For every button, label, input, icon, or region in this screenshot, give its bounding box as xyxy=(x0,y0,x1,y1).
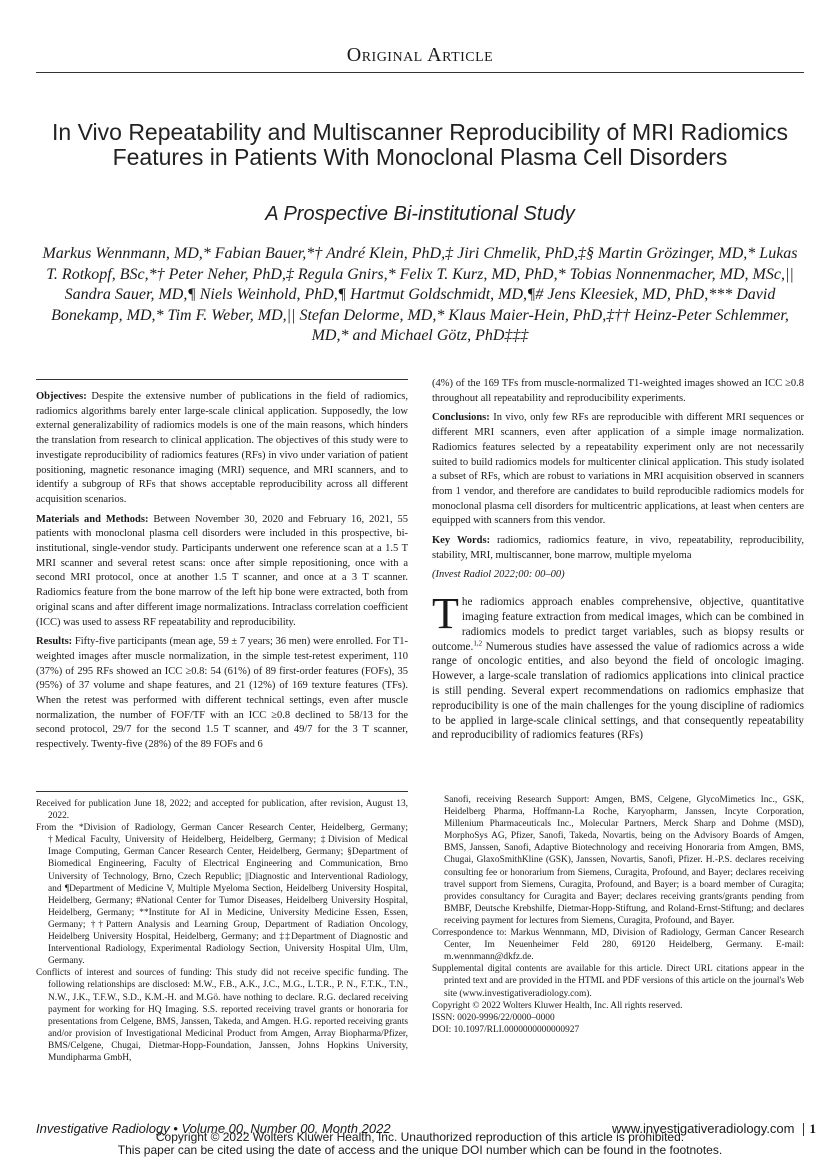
keywords-text: radiomics, radiomics feature, in vivo, repeatability, reproducibility, stability, MRI, multiscanner, bone marrow, multiple myeloma xyxy=(432,535,804,561)
issn-note: ISSN: 0020-9996/22/0000–0000 xyxy=(432,1012,555,1023)
correspondence-text: Correspondence to: Markus Wennmann, MD, Division of Radiology, German Cancer Research Center, Im Neuenheimer Feld 280, 69120 Heidelberg, Germany. E-mail: m.wennmann@dkfz.de. xyxy=(432,928,804,963)
keywords xyxy=(432,534,804,563)
notice-line-1: Copyright © 2022 Wolters Kluwer Health, Inc. Unauthorized reproduction of this article is prohibited. xyxy=(155,1130,685,1144)
supplemental-note: Supplemental digital contents are available for this article. Direct URL citations appear in the printed text and are provided in the HTML and PDF versions of this article on the journal's Web site (www.investigativeradiology.com). xyxy=(432,964,804,999)
abstract-results xyxy=(36,635,408,753)
footnotes-left xyxy=(36,798,408,1064)
doi-note: DOI: 10.1097/RLI.0000000000000927 xyxy=(432,1024,580,1035)
methods-label: Materials and Methods: xyxy=(36,513,149,525)
abstract-right-column xyxy=(432,377,804,743)
abstract-left-column xyxy=(36,390,408,758)
results-label: Results: xyxy=(36,636,73,648)
conflicts-note: Conflicts of interest and sources of funding: This study did not receive specific funding. The following relationships are disclosed: M.W., F.B., A.K., J.C., M.G., L.T.R., P. N., F.T.K., T.N., N.W., J.K., T.F.W., S.D., K.M.-H. and M.Gö. have nothing to declare. R.G. declared receiving payment for working for HQ Imaging. S.S. reported receiving travel grants or honoraria for presentations from Celgene, BMS, Janssen, Takeda, and Amgen. H.G. reported receiving grants and/or provision of Investigational Medicinal Product from Amgen, Array Biopharma/Pfizer, BMS/Celgene, Chugai, Dietmar-Hopp-Foundation, Janssen, Johns Hopkins University, Mundipharma GmbH, xyxy=(36,968,408,1063)
author-list: Markus Wennmann, MD,* Fabian Bauer,*† André Klein, PhD,‡ Jiri Chmelik, PhD,‡§ Martin Grözinger, MD,* Lukas T. Rotkopf, BSc,*† Peter Neher, PhD,‡ Regula Gnirs,* Felix T. Kurz, MD, PhD,* Tobias Nonnenmacher, MD, MSc,|| Sandra Sauer, MD,¶ Niels Weinhold, PhD,¶ Hartmut Goldschmidt, MD,¶# Jens Kleesiek, MD, PhD,*** David Bonekamp, MD,* Tim F. Weber, MD,|| Stefan Delorme, MD,* Klaus Maier-Hein, PhD,‡†† Heinz-Peter Schlemmer, MD,* and Michael Götz, PhD‡‡‡ xyxy=(42,245,798,344)
footnotes-right xyxy=(432,794,804,1036)
objectives-label: Objectives: xyxy=(36,391,87,402)
page-number: 1 xyxy=(809,1121,816,1136)
keywords-label: Key Words: xyxy=(432,535,491,547)
abstract-rule xyxy=(36,379,408,380)
abstract-results-continued: (4%) of the 169 TFs from muscle-normalized T1-weighted images showed an ICC ≥0.8 throughout all repeatability and reproducibility experiments. xyxy=(432,378,804,404)
conclusions-text: In vivo, only few RFs are reproducible with different MRI sequences or different MRI scanners, even after application of a simple image normalization. Radiomics features selected by a repeatability experiment only are not necessarily suited to build radiomics models for multicenter clinical application. This study isolated a subset of RFs, which are robust to variations in MRI acquisition observed in scanners from 1 vendor, and therefore are candidates to build reproducible radiomics models for monoclonal plasma cell disorders for multicentric applications, at least when centers are equipped with scanners from this vendor. xyxy=(432,412,804,527)
copyright-notice xyxy=(0,1131,840,1157)
paper-subtitle: A Prospective Bi-institutional Study xyxy=(265,203,575,225)
received-note: Received for publication June 18, 2022; and accepted for publication, after revision, August 13, 2022. xyxy=(36,799,408,822)
conclusions-label: Conclusions: xyxy=(432,412,490,424)
introduction-paragraph xyxy=(432,589,804,743)
conflicts-note-continued: Sanofi, receiving Research Support: Amgen, BMS, Celgene, GlycoMimetics Inc., GSK, Heidelberg Pharma, Hoffmann-La Roche, Karyopharm, Janssen, Incyte Corporation, Millenium Pharmaceuticals Inc., Molecular Partners, Merck Sharp and Dohme (MSD), MorphoSys AG, Pfizer, Sanofi, Takeda, Novartis, being on the Advisory Boards of Amgen, BMS, Janssen, Sanofi, Adaptive Biotechnology and receiving Honoraria from Amgen, BMS, Chugai, GlaxoSmithKline (GSK), Janssen, Novartis, Sanofi, Pfizer. H.-P.S. declares receiving consulting fee or honorarium from Siemens, Curagita, Profound, and Bayer; declares receiving travel support from Siemens, Curagita, Profound, and Bayer; is a board member of Curagita; provides consultancy for Curagita and Bayer; declares receiving grants/grants pending from BMBF, Deutsche Krebshilfe, Dietmar-Hopp-Stiftung, and Roland-Ernst-Stiftung; and declares receiving payment for lectures from Siemens, Curagita, Profound, and Bayer. xyxy=(444,795,804,926)
intro-text-continued: Numerous studies have assessed the value of radiomics across a wide range of oncologic entities, and also beyond the field of oncologic imaging. However, a large-scale translation of radiomics applications into clinical practice is still pending. Several expert recommendations on radiomics emphasize that reproducibility is one of the main challenges for the young discipline of radiomics to be applied in large-scale clinical settings, and that consequently repeatability and reproducibility of radiomics features (RFs) xyxy=(432,640,804,742)
affiliations-note: From the *Division of Radiology, German Cancer Research Center, Heidelberg, Germany; †Medical Faculty, University of Heidelberg, Heidelberg, Germany; ‡Division of Medical Image Computing, German Cancer Research Center, Heidelberg, Germany; §Department of Biomedical Engineering, Faculty of Electrical Engineering and Communication, Brno University of Technology, Brno, Czech Republic; ||Diagnostic and Interventional Radiology, and ¶Department of Medicine V, Multiple Myeloma Section, Heidelberg University Hospital, Heidelberg, Germany; #National Center for Tumor Diseases, Heidelberg University Hospital, Heidelberg, Germany; **Institute for AI in Medicine, University Medicine Essen, Essen, Germany; ††Pattern Analysis and Learning Group, Department of Radiation Oncology, Heidelberg University Hospital, Heidelberg, Germany; and ‡‡Department of Diagnostic and Interventional Radiology, Experimental Radiology Section, University Hospital Ulm, Ulm, Germany. xyxy=(36,823,408,967)
copyright-note: Copyright © 2022 Wolters Kluwer Health, Inc. All rights reserved. xyxy=(432,1000,683,1011)
drop-cap: T xyxy=(432,589,459,639)
citation: (Invest Radiol 2022;00: 00–00) xyxy=(432,569,565,581)
reference-superscript: 1,2 xyxy=(473,638,483,647)
notice-line-2: This paper can be cited using the date of access and the unique DOI number which can be found in the footnotes. xyxy=(117,1143,723,1157)
methods-text: Between November 30, 2020 and February 16, 2021, 55 patients with monoclonal plasma cell disorders were included in this prospective, bi-institutional, single-vendor study. Participants underwent one reference scan at a 1.5 T MRI scanner and several retest scans: once after simple repositioning, once with a second MRI protocol, once at another 1.5 T scanner, and once at a 3 T scanner. Radiomics feature from the bone marrow of the left hip bone were extracted, both from original scans and after different image normalizations. Intraclass correlation coefficient (ICC) was used to assess RF repeatability and reproducibility. xyxy=(36,513,408,628)
correspondence-note xyxy=(432,927,804,963)
intro-text: he radiomics approach enables comprehensive, objective, quantitative imaging feature extraction from medical images, which can be combined in radiomics models to predict target variables, such as biopsy results or outcome. xyxy=(432,596,804,653)
footer-url[interactable]: www.investigativeradiology.com xyxy=(611,1121,795,1136)
paper-title: In Vivo Repeatability and Multiscanner Reproducibility of MRI Radiomics Features in Patients With Monoclonal Plasma Cell Disorders xyxy=(52,119,788,170)
footnote-rule xyxy=(36,791,408,792)
section-label: Original Article xyxy=(346,44,494,66)
abstract-objectives xyxy=(36,390,408,508)
abstract-conclusions xyxy=(432,411,804,529)
abstract-methods xyxy=(36,513,408,631)
results-text: Fifty-five participants (mean age, 59 ± 7 years; 36 men) were enrolled. For T1-weighted images after muscle normalization, in the simple test-retest experiment, 110 (37%) of 295 RFs showed an ICC ≥0.8: 54 (61%) of 89 first-order features (FOFs), 35 (95%) of 37 volume and shape features, and 21 (12%) of 169 texture features (TFs). When the retest was performed with different technical settings, even after muscle normalization, the number of FOF/TF with an ICC ≥0.8 declined to 58/13 for the second protocol, 29/7 for the second 1.5 T scanner, and 49/7 for the 3 T scanner, respectively. Twenty-five (28%) of the 89 FOFs and 6 xyxy=(36,636,409,751)
objectives-text: Despite the extensive number of publications in the field of radiomics, radiomics algorithms barely enter large-scale clinical application. Supposedly, the low external generalizability of radiomics models is one of the main reasons, which hinders the translation from research to clinical application. The objectives of this study were to investigate reproducibility of radiomics features (RFs) in vivo under variation of patient positioning, magnetic resonance imaging (MRI) sequence, and MRI scanners, and to identify a subgroup of RFs that shows acceptable reproducibility across all different acquisition scenarios. xyxy=(36,391,408,505)
header-rule xyxy=(36,72,804,73)
footer-journal: Investigative Radiology • Volume 00, Number 00, Month 2022 xyxy=(36,1121,391,1136)
